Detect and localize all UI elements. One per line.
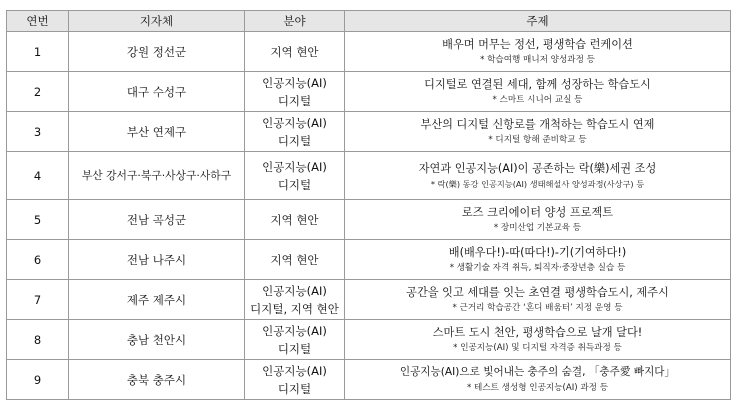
field-line: 디지털 (277, 133, 312, 148)
program-table (6, 10, 731, 400)
field-line: 지역 현안 (270, 44, 319, 59)
field-line: 디지털 (277, 177, 312, 192)
topic-title: 공간을 잇고 세대를 잇는 초연결 평생학습도시, 제주시 (406, 285, 669, 299)
topic-title: 스마트 도시 천안, 평생학습으로 날개 달다! (432, 325, 643, 339)
topic-detail: * 락(樂) 동강 인공지능(AI) 생태해설사 양성과정(사상구) 등 (430, 178, 645, 189)
table-row (7, 152, 731, 200)
table-row (7, 72, 731, 112)
row-number: 8 (7, 320, 69, 360)
table-row (7, 200, 731, 240)
row-topic (345, 200, 731, 240)
row-region: 대구 수성구 (69, 72, 245, 112)
row-topic (345, 320, 731, 360)
row-topic (345, 280, 731, 320)
row-number: 2 (7, 72, 69, 112)
table-row (7, 320, 731, 360)
table-row (7, 280, 731, 320)
topic-detail: * 근거리 학습공간 ‘혼디 배움터’ 지정 운영 등 (452, 302, 623, 313)
field-line: 인공지능(AI) (262, 159, 327, 174)
field-line: 디지털, 지역 현안 (250, 301, 339, 316)
topic-detail: * 생활기술 자격 취득, 퇴직자·중장년층 실습 등 (449, 262, 626, 273)
row-region: 전남 나주시 (69, 240, 245, 280)
header-number: 연번 (7, 11, 69, 32)
row-field (245, 360, 345, 400)
row-topic (345, 240, 731, 280)
topic-detail: * 인공지능(AI) 및 디지털 자격증 취득과정 등 (453, 342, 622, 353)
row-number: 5 (7, 200, 69, 240)
topic-title: 인공지능(AI)으로 빛어내는 충주의 숨결, 「충주愛 빠지다」 (399, 365, 676, 378)
program-table-container (6, 10, 730, 400)
row-region: 충남 천안시 (69, 320, 245, 360)
topic-title: 자연과 인공지능(AI)이 공존하는 락(樂)세권 조성 (418, 161, 657, 175)
row-field (245, 320, 345, 360)
topic-title: 배(배우다!)-따(따다!)-기(기여하다!) (448, 245, 627, 259)
header-topic: 주제 (345, 11, 731, 32)
row-field (245, 32, 345, 72)
row-field (245, 200, 345, 240)
topic-title: 디지털로 연결된 세대, 함께 성장하는 학습도시 (424, 77, 651, 91)
field-line: 디지털 (277, 381, 312, 396)
row-number: 6 (7, 240, 69, 280)
row-number: 1 (7, 32, 69, 72)
row-topic (345, 72, 731, 112)
field-line: 지역 현안 (270, 212, 319, 227)
table-row (7, 360, 731, 400)
row-field (245, 112, 345, 152)
field-line: 디지털 (277, 93, 312, 108)
topic-detail: * 학습여행 매니저 양성과정 등 (480, 54, 595, 65)
row-field (245, 280, 345, 320)
field-line: 인공지능(AI) (262, 283, 327, 298)
header-field: 분야 (245, 11, 345, 32)
row-number: 9 (7, 360, 69, 400)
header-row (7, 11, 731, 32)
topic-detail: * 장미산업 기본교육 등 (493, 222, 582, 233)
topic-title: 배우며 머무는 정선, 평생학습 런케이션 (442, 37, 633, 51)
header-region: 지자체 (69, 11, 245, 32)
row-topic (345, 32, 731, 72)
field-line: 인공지능(AI) (262, 363, 327, 378)
topic-detail: * 디지털 항해 준비학교 등 (488, 134, 587, 145)
row-region: 전남 곡성군 (69, 200, 245, 240)
row-region: 충북 충주시 (69, 360, 245, 400)
field-line: 지역 현안 (270, 252, 319, 267)
row-region: 제주 제주시 (69, 280, 245, 320)
row-topic (345, 112, 731, 152)
field-line: 인공지능(AI) (262, 323, 327, 338)
table-row (7, 112, 731, 152)
row-topic (345, 360, 731, 400)
row-number: 7 (7, 280, 69, 320)
topic-title: 부산의 디지털 신항로를 개척하는 학습도시 연제 (420, 117, 655, 131)
topic-title: 로즈 크리에이터 양성 프로젝트 (461, 205, 614, 219)
field-line: 인공지능(AI) (262, 75, 327, 90)
row-field (245, 240, 345, 280)
row-field (245, 72, 345, 112)
topic-detail: * 스마트 시니어 교실 등 (492, 94, 583, 105)
row-number: 3 (7, 112, 69, 152)
field-line: 인공지능(AI) (262, 115, 327, 130)
field-line: 디지털 (277, 341, 312, 356)
row-topic (345, 152, 731, 200)
row-field (245, 152, 345, 200)
table-row (7, 32, 731, 72)
table-row (7, 240, 731, 280)
row-region: 강원 정선군 (69, 32, 245, 72)
row-region: 부산 연제구 (69, 112, 245, 152)
topic-detail: * 테스트 생성형 인공지능(AI) 과정 등 (467, 382, 608, 393)
row-region: 부산 강서구·북구·사상구·사하구 (69, 152, 245, 200)
row-number: 4 (7, 152, 69, 200)
